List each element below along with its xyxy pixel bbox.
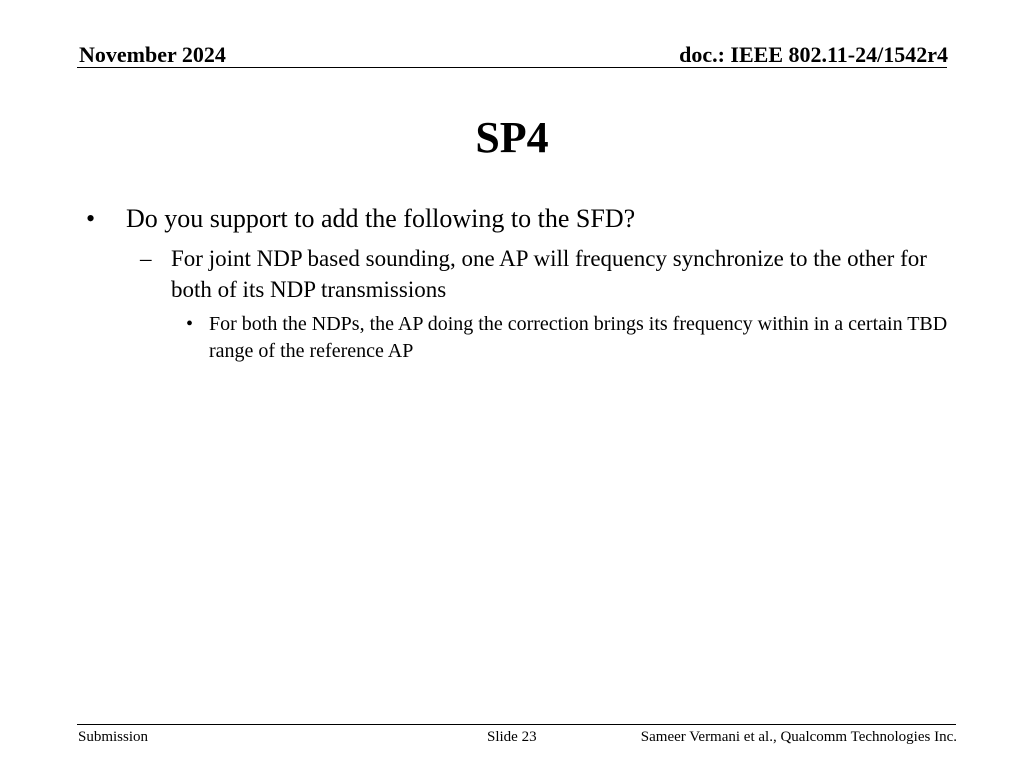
slide-title: SP4 (475, 113, 549, 162)
bullet-marker: • (86, 204, 96, 233)
bullet-text: Do you support to add the following to the SFD? (126, 204, 636, 233)
footer-submission: Submission (78, 729, 149, 745)
bullet-marker: • (186, 313, 194, 335)
dash-marker: – (140, 246, 152, 271)
header-divider (77, 67, 947, 68)
header-doc-id: doc.: IEEE 802.11-24/1542r4 (679, 42, 948, 67)
footer-author: Sameer Vermani et al., Qualcomm Technologies Inc. (640, 729, 957, 745)
header-date: November 2024 (79, 42, 226, 67)
footer-divider (77, 724, 956, 725)
bullet-text: For both the NDPs, the AP doing the correction brings its frequency within in a certain TBD range of the reference AP (209, 313, 948, 362)
bullet-text: For joint NDP based sounding, one AP will frequency synchronize to the other for both of its NDP transmissions (171, 246, 927, 302)
footer-slide-number: Slide 23 (487, 729, 537, 745)
